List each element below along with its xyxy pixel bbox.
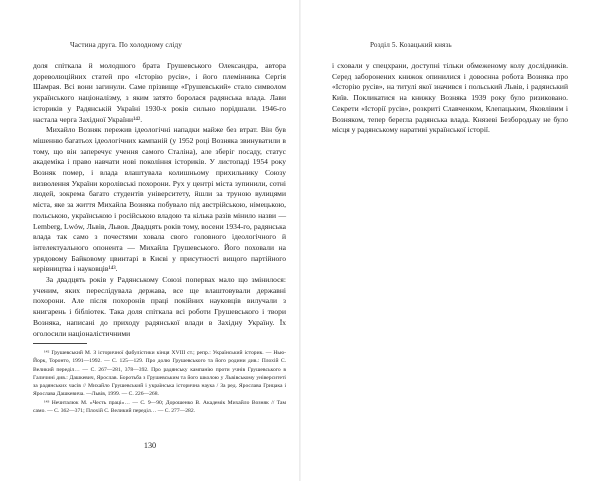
left-paragraph-1: доля спіткала й молодшого брата Грушевського Олександра, автора дореволюційних статей про «Історію русів», і його племінника Сергія Шамрая. Всі вони загинули. Саме прізвище «Грушевський» стало символом українського націоналізму, з яким затято боролася радянська влада. Лави істориків у Радянській Україні 1930-х років сильно порідшали. 1946-го настала черга Західної України¹⁴². <box>33 61 286 124</box>
left-body-text <box>33 61 286 339</box>
left-paragraph-2: Михайло Возняк пережив ідеологічні нападки майже без втрат. Він був мішенню багатьох ідеологічних кампаній (у 1952 році Возняка звинуватили в тому, що він заперечує учення самого Сталіна), але зберіг посаду, статус академіка і право навчати нові покоління істориків. У листопаді 1954 року Возняк помер, і влада влаштувала колишньому прихильнику Союзу визволення України королівські похорони. Рух у центрі міста зупинили, сотні людей, зокрема багато студентів університету, йшли за труною вулицями міста, яке за життя Михайла Возняка побувало під австрійською, німецькою, польською, українською і російською владою та кілька разів мінило назви — Lemberg, Lwów, Львів, Львов. Двадцять років тому, восени 1934-го, радянська влада так само з почестями ховала свого головного ідеологічного й інтелектуального опонента — Михайла Грушевського. Його поховали на урядовому Байковому цвинтарі в Києві у присутності вищого партійного керівництва і науковців¹⁴³. <box>33 125 286 274</box>
right-page <box>300 0 600 481</box>
left-paragraph-3: За двадцять років у Радянському Союзі поперваx мало що змінилося: ученим, яких переслідувала держава, все ще влаштовували державні похорони. Але після похоронів праці покійних науковців вилучали з книгарень і бібліотек. Така доля спіткала всі роботи Грушевського і твори Возняка, написані до приходу радянської влади в Західну Україну. Їх оголосили націоналістичними <box>33 275 286 338</box>
right-paragraph-1: і сховали у спецхрани, доступні тільки обмеженому колу дослідників. Серед заборонених книжок опинилися і довоєнна робота Возняка про «Історію русів», на титулі якої значився і польський Львів, і радянський Київ. Покликатися на книжку Возняка 1939 року було ризиковано. Секрети «Історії русів», розкриті Славченком, Клепацьким, Яковлівим і Возняком, тепер берегла радянська влада. Князеві Безбородьку не було місця у радянському наративі української історії. <box>332 61 568 135</box>
footnote-rule <box>33 343 87 344</box>
footnotes <box>33 343 286 415</box>
footnote-143: ¹⁴³ Нечиталюк М. «Честь праці»… — С. 9—90; Дорошенко В. Академік Михайло Возняк // Там само. — С. 362—371; Плохій С. Великий переділ… — С. 277—282. <box>33 399 286 415</box>
right-body-text <box>332 61 568 136</box>
page-number: 130 <box>143 441 157 450</box>
left-running-header: Частина друга. По холодному сліду <box>70 41 182 49</box>
footnote-142: ¹⁴² Грушевський М. З історичної фабулістики кінця XVIII ст.; репр.: Український історик. — Нью-Йорк, Торонто, 1991—1992. — С. 125—129. Про долю Грушевського та його родини див.: Плохій С. Великий переділ… — С. 267—281, 378—392. Про радянську кампанію проти учнів Грушевського в Галичині див.: Дашкевич, Ярослав. Боротьба з Грушевським та його школою у Львівському університеті за радянських часів // Михайло Грушевський і українська історична наука / За ред. Ярослава Грицака і Ярослава Дашкевича. —Львів, 1999. — С. 226—268. <box>33 350 286 398</box>
right-running-header: Розділ 5. Козацький князь <box>370 41 452 49</box>
